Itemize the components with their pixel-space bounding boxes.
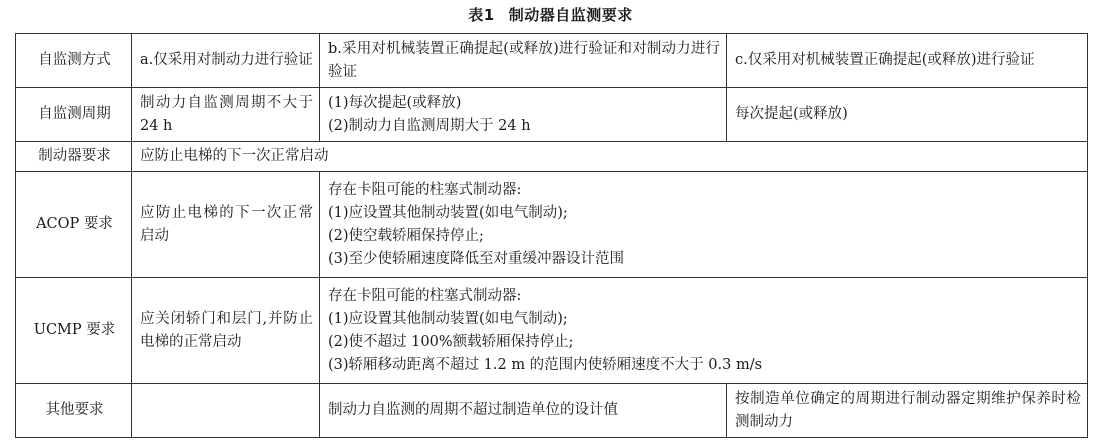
ucmp-line-4: (3)轿厢移动距离不超过 1.2 m 的范围内使轿厢速度不大于 0.3 m/s [328, 356, 763, 373]
table-row-brake [16, 142, 1088, 172]
row-header-ucmp: UCMP 要求 [16, 278, 132, 384]
period-b-line-1: (1)每次提起(或释放) [328, 94, 462, 111]
cell-ucmp-bc [320, 278, 1088, 384]
cell-other-c: 按制造单位确定的周期进行制动器定期维护保养时检测制动力 [727, 384, 1088, 438]
row-header-acop: ACOP 要求 [16, 172, 132, 278]
cell-ucmp-a: 应关闭轿门和层门,并防止电梯的正常启动 [132, 278, 320, 384]
acop-line-4: (3)至少使轿厢速度降低至对重缓冲器设计范围 [328, 250, 625, 267]
table-row-method [16, 34, 1088, 88]
table-row-ucmp [16, 278, 1088, 384]
brake-self-monitoring-table [15, 33, 1088, 438]
cell-brake-value: 应防止电梯的下一次正常启动 [132, 142, 1088, 172]
row-header-brake: 制动器要求 [16, 142, 132, 172]
cell-period-c: 每次提起(或释放) [727, 88, 1088, 142]
ucmp-line-1: 存在卡阻可能的柱塞式制动器: [328, 287, 522, 304]
cell-method-c: c.仅采用对机械装置正确提起(或释放)进行验证 [727, 34, 1088, 88]
table-title: 制动器自监测要求 [508, 6, 633, 24]
table-number: 表1 [468, 6, 495, 24]
acop-line-2: (1)应设置其他制动装置(如电气制动); [328, 204, 568, 221]
cell-period-b [320, 88, 727, 142]
ucmp-line-2: (1)应设置其他制动装置(如电气制动); [328, 310, 568, 327]
row-header-other: 其他要求 [16, 384, 132, 438]
cell-period-a: 制动力自监测周期不大于 24 h [132, 88, 320, 142]
row-header-period: 自监测周期 [16, 88, 132, 142]
cell-acop-bc [320, 172, 1088, 278]
acop-line-3: (2)使空载轿厢保持停止; [328, 227, 484, 244]
cell-method-a: a.仅采用对制动力进行验证 [132, 34, 320, 88]
acop-line-1: 存在卡阻可能的柱塞式制动器: [328, 181, 522, 198]
cell-other-b: 制动力自监测的周期不超过制造单位的设计值 [320, 384, 727, 438]
table-row-other [16, 384, 1088, 438]
cell-method-b: b.采用对机械装置正确提起(或释放)进行验证和对制动力进行验证 [320, 34, 727, 88]
cell-acop-a: 应防止电梯的下一次正常启动 [132, 172, 320, 278]
table-row-acop [16, 172, 1088, 278]
table-row-period [16, 88, 1088, 142]
period-b-line-2: (2)制动力自监测周期大于 24 h [328, 117, 531, 134]
cell-other-a [132, 384, 320, 438]
table-caption [0, 4, 1101, 26]
ucmp-line-3: (2)使不超过 100%额载轿厢保持停止; [328, 333, 574, 350]
row-header-method: 自监测方式 [16, 34, 132, 88]
